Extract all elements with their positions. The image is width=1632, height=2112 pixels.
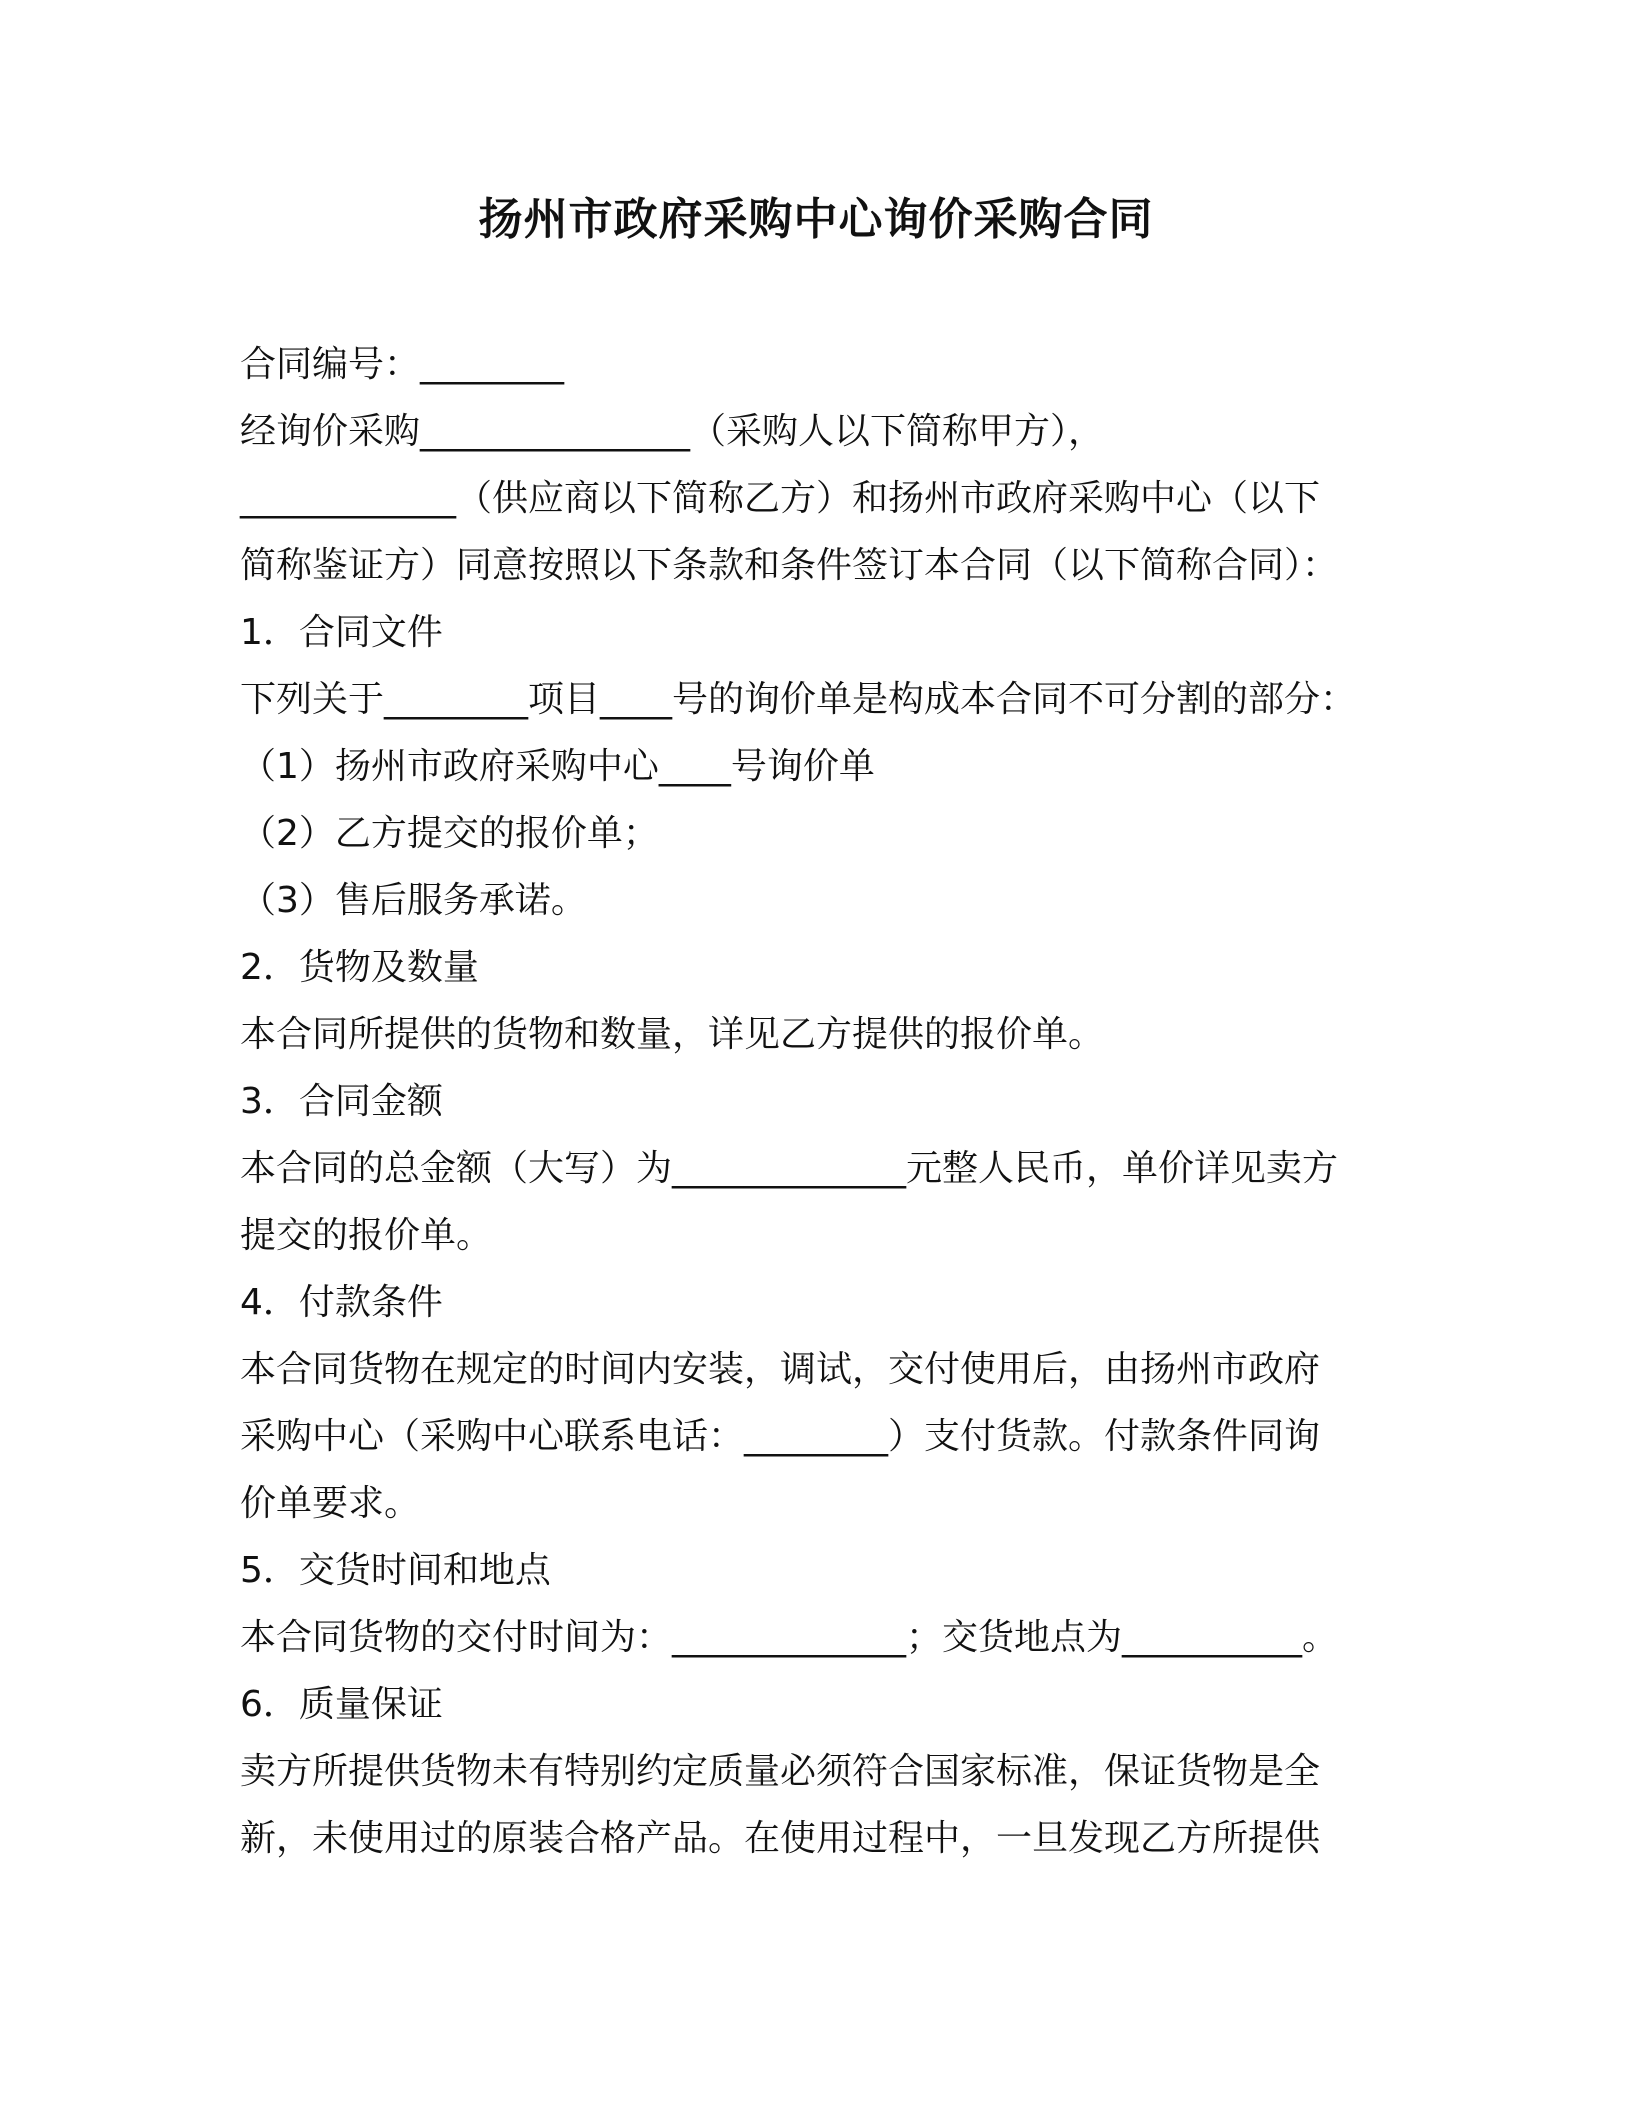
- list-item: （2）乙方提交的报价单；: [240, 813, 659, 854]
- paragraph-line: 经询价采购_______________（采购人以下简称甲方），: [240, 411, 1105, 452]
- section-heading: 3．合同金额: [240, 1081, 443, 1122]
- section-heading: 6．质量保证: [240, 1684, 443, 1725]
- section-heading: 2．货物及数量: [240, 947, 479, 988]
- section-heading: 4．付款条件: [240, 1282, 443, 1323]
- paragraph-line: ____________（供应商以下简称乙方）和扬州市政府采购中心（以下: [240, 478, 1321, 519]
- list-item: （3）售后服务承诺。: [240, 880, 587, 921]
- document-body: [240, 331, 1420, 1872]
- paragraph-line: 本合同货物在规定的时间内安装，调试，交付使用后，由扬州市政府: [240, 1349, 1321, 1390]
- paragraph-line: 卖方所提供货物未有特别约定质量必须符合国家标准，保证货物是全: [240, 1751, 1321, 1792]
- paragraph-line: 下列关于________项目____号的询价单是构成本合同不可分割的部分：: [240, 679, 1357, 720]
- paragraph-line: 简称鉴证方）同意按照以下条款和条件签订本合同（以下简称合同）：: [240, 545, 1339, 586]
- paragraph-line: 提交的报价单。: [240, 1215, 493, 1256]
- paragraph-line: 新，未使用过的原装合格产品。在使用过程中，一旦发现乙方所提供: [240, 1818, 1321, 1859]
- section-heading: 1．合同文件: [240, 612, 443, 653]
- contract-number-line: 合同编号：________: [240, 344, 565, 385]
- paragraph-line: 本合同所提供的货物和数量，详见乙方提供的报价单。: [240, 1014, 1105, 1055]
- list-item: （1）扬州市政府采购中心____号询价单: [240, 746, 875, 787]
- paragraph-line: 采购中心（采购中心联系电话：________）支付货款。付款条件同询: [240, 1416, 1321, 1457]
- paragraph-line: 价单要求。: [240, 1483, 421, 1524]
- section-heading: 5．交货时间和地点: [240, 1550, 551, 1591]
- paragraph-line: 本合同的总金额（大写）为_____________元整人民币，单价详见卖方: [240, 1148, 1339, 1189]
- paragraph-line: 本合同货物的交付时间为：_____________；交货地点为__________。: [240, 1617, 1339, 1658]
- document-title: 扬州市政府采购中心询价采购合同: [478, 194, 1154, 245]
